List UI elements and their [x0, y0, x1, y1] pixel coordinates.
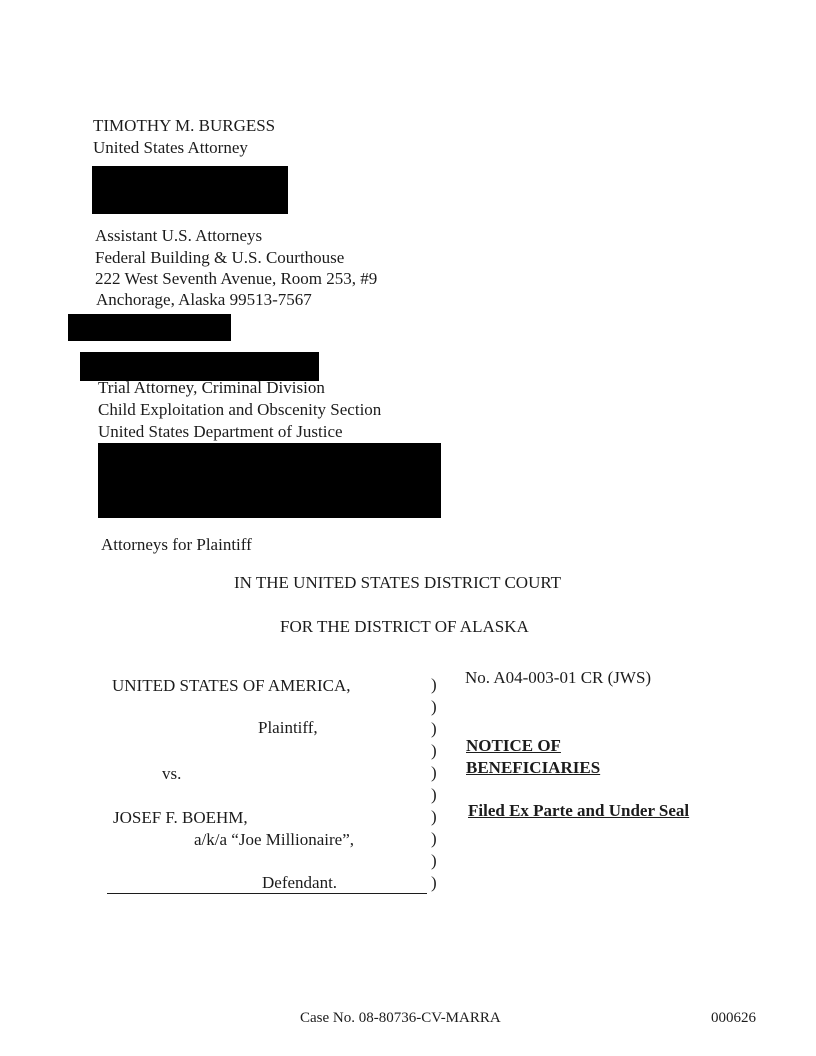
section-name: Child Exploitation and Obscenity Section	[98, 400, 382, 419]
caption-paren: )	[431, 873, 437, 892]
defendant-alias: a/k/a “Joe Millionaire”,	[194, 830, 355, 849]
attorney-name: TIMOTHY M. BURGESS	[93, 116, 276, 135]
redaction-box-4	[98, 443, 441, 518]
caption-paren: )	[431, 829, 437, 848]
department-name: United States Department of Justice	[98, 422, 343, 441]
footer-page-number: 000626	[711, 1010, 756, 1026]
caption-paren: )	[431, 763, 437, 782]
caption-paren: )	[431, 675, 437, 694]
redaction-box-3	[80, 352, 319, 381]
defendant-name: JOSEF F. BOEHM,	[113, 808, 248, 827]
caption-paren: )	[431, 807, 437, 826]
caption-paren: )	[431, 697, 437, 716]
defendant-label: Defendant.	[262, 873, 338, 892]
plaintiff-label: Plaintiff,	[258, 718, 318, 737]
caption-paren: )	[431, 785, 437, 804]
address-line-1: Federal Building & U.S. Courthouse	[95, 248, 345, 267]
redaction-box-2	[68, 314, 231, 341]
plaintiff-name: UNITED STATES OF AMERICA,	[112, 676, 351, 695]
caption-paren: )	[431, 851, 437, 870]
attorneys-for-plaintiff: Attorneys for Plaintiff	[101, 535, 252, 554]
trial-attorney: Trial Attorney, Criminal Division	[98, 378, 325, 397]
redaction-box-1	[92, 166, 288, 214]
caption-paren: )	[431, 719, 437, 738]
court-heading-line-1: IN THE UNITED STATES DISTRICT COURT	[234, 573, 562, 592]
address-line-2: 222 West Seventh Avenue, Room 253, #9	[95, 269, 378, 288]
court-heading-line-2: FOR THE DISTRICT OF ALASKA	[280, 617, 529, 636]
assistant-title: Assistant U.S. Attorneys	[95, 226, 263, 245]
caption-paren: )	[431, 741, 437, 760]
case-number: No. A04-003-01 CR (JWS)	[465, 668, 652, 687]
caption-underline	[107, 893, 427, 894]
footer-case-reference: Case No. 08-80736-CV-MARRA	[300, 1010, 501, 1026]
notice-title-line-1: NOTICE OF	[466, 736, 561, 755]
notice-title-line-2: BENEFICIARIES	[466, 758, 601, 777]
filed-note: Filed Ex Parte and Under Seal	[468, 801, 690, 820]
versus: vs.	[162, 764, 182, 783]
address-line-3: Anchorage, Alaska 99513-7567	[96, 290, 312, 309]
attorney-title: United States Attorney	[93, 138, 248, 157]
